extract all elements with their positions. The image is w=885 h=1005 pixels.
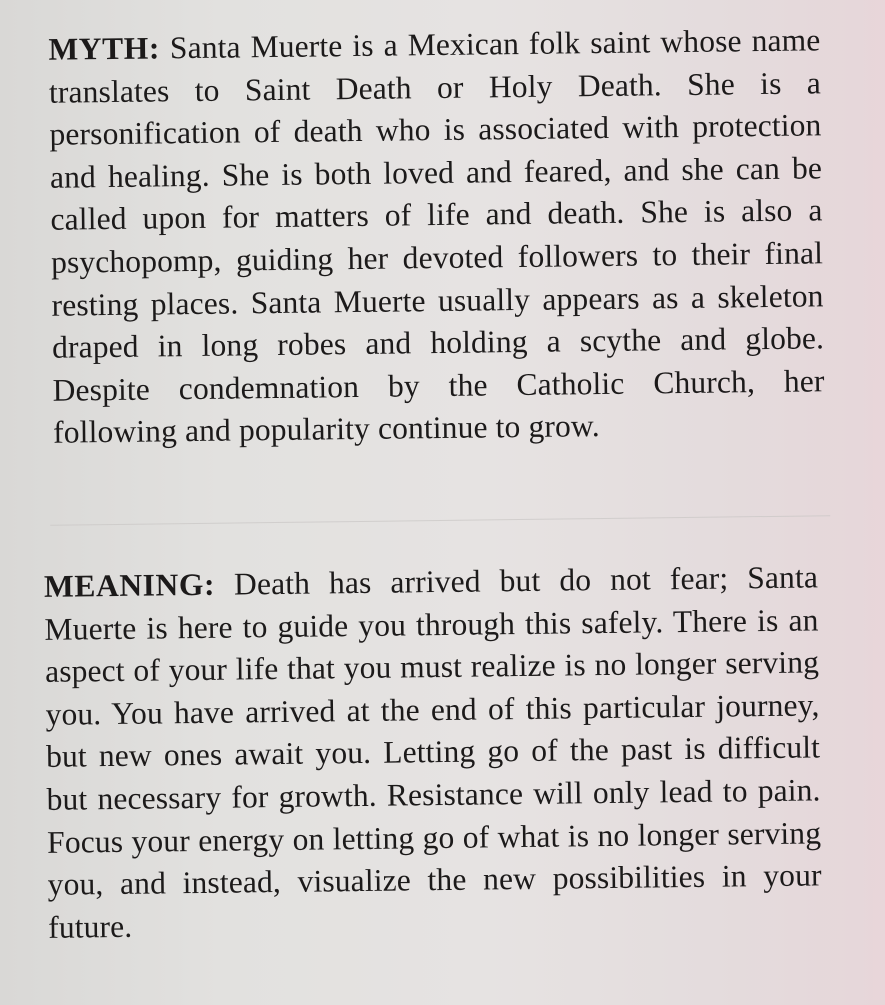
meaning-label: MEANING: [43, 566, 216, 604]
section-divider [50, 515, 830, 526]
myth-label: MYTH: [48, 30, 161, 67]
myth-text: Santa Muerte is a Mexican folk saint whose name translates to Saint Death or Holy Death. She is a personification of death who is associated with protection and healing. She is both loved and feared, and she can be called upon for matters of life and death. She is also a psychopomp, guiding her devoted followers to their final resting places. Santa Muerte usually appears as a skeleton draped in long robes and holding a scythe and globe. Despite condemnation by the Catholic Church, her following and popularity continue to grow. [48, 22, 825, 451]
page-edge-shadow [855, 0, 885, 1000]
meaning-paragraph [44, 556, 823, 949]
meaning-text: Death has arrived but do not fear; Santa Muerte is here to guide you through this safely. There is an aspect of your life that you must realize is no longer serving you. You have arrived at the end of this particular journey, but new ones await you. Letting go of the past is difficult but necessary for growth. Resistance will only lead to pain. Focus your energy on letting go of what is no longer serving you, and instead, visualize the new possibilities in your future. [44, 559, 822, 945]
myth-paragraph [48, 19, 825, 454]
